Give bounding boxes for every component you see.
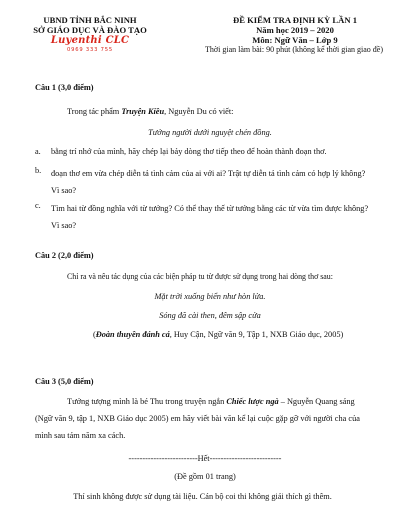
question-1-item-a-text: bằng trí nhớ của mình, hãy chép lại bảy dòng thơ tiếp theo để hoàn thành đoạn thơ.	[51, 147, 327, 156]
intro-work-title: Truyện Kiều	[121, 107, 165, 116]
source-details: , Huy Cận, Ngữ văn 9, Tập 1, NXB Giáo dục, 2005)	[169, 330, 344, 339]
intro-text-b: , Nguyễn Du có viết:	[164, 107, 234, 116]
intro-text-a: Trong tác phẩm	[67, 107, 122, 116]
question-2-poem-line-1: Mặt trời xuống biển như hòn lửa.	[154, 292, 266, 301]
end-of-exam-line: -------------------------Hết--------------------------	[128, 454, 282, 463]
question-1-item-c-label: c.	[35, 201, 41, 210]
question-1-item-a-label: a.	[35, 147, 41, 156]
page-count-note: (Đề gồm 01 trang)	[174, 472, 236, 481]
question-3-title: Câu 3 (5,0 điểm)	[35, 377, 94, 386]
question-2-poem-line-2: Sóng đã cài then, đêm sập cửa	[159, 311, 261, 320]
question-1-item-b-text: đoạn thơ em vừa chép diễn tả tình cảm của ai với ai? Trật tự diễn tả tình cảm có hợp lý không? Vì sao?	[51, 169, 366, 195]
school-year: Năm học 2019 – 2020	[256, 25, 334, 35]
question-2-title: Câu 2 (2,0 điểm)	[35, 251, 94, 260]
question-1-title: Câu 1 (3,0 điểm)	[35, 83, 94, 92]
time-limit: Thời gian làm bài: 90 phút (không kể thời gian giao đề)	[205, 45, 383, 54]
exam-rules-note: Thí sinh không được sử dụng tài liệu. Cán bộ coi thi không giải thích gì thêm.	[73, 492, 332, 501]
luyenthi-stamp-phone: 0969 333 755	[67, 47, 113, 53]
question-3-text	[35, 393, 370, 444]
q3-text-b: – Nguyễn Quang sáng (Ngữ văn 9, tập 1, NXB Giáo dục 2005) em hãy viết bài văn kể lại cuộc gặp gỡ với người cha của mình sau tám năm xa cách.	[35, 397, 360, 440]
question-1-intro	[67, 106, 233, 117]
luyenthi-stamp-text: Luyenthi CLC	[50, 35, 130, 46]
q3-text-a: Tưởng tượng mình là bé Thu trong truyện ngắn	[67, 397, 227, 406]
education-office-name: SỞ GIÁO DỤC VÀ ĐÀO TẠO	[33, 25, 147, 35]
exam-title: ĐỀ KIỂM TRA ĐỊNH KỲ LẦN 1	[233, 15, 357, 25]
question-1-quote: Tưởng người dưới nguyệt chén đồng.	[148, 128, 272, 137]
question-2-instruction: Chỉ ra và nêu tác dụng của các biện pháp tu từ được sử dụng trong hai dòng thơ sau:	[67, 272, 333, 281]
question-1-item-c-text: Tìm hai từ đồng nghĩa với từ tưởng? Có thể thay thế từ tưởng bằng các từ vừa tìm được không? Vì sao?	[51, 204, 369, 230]
subject-line: Môn: Ngữ Văn – Lớp 9	[252, 35, 338, 45]
question-1-item-b-label: b.	[35, 166, 42, 175]
q3-work-title: Chiếc lược ngà	[226, 397, 279, 406]
department-name: UBND TỈNH BẮC NINH	[43, 15, 137, 25]
source-work-title: Đoàn thuyền đánh cá	[95, 330, 170, 339]
question-2-source: (Đoàn thuyền đánh cá, Huy Cận, Ngữ văn 9, Tập 1, NXB Giáo dục, 2005)	[93, 330, 344, 339]
